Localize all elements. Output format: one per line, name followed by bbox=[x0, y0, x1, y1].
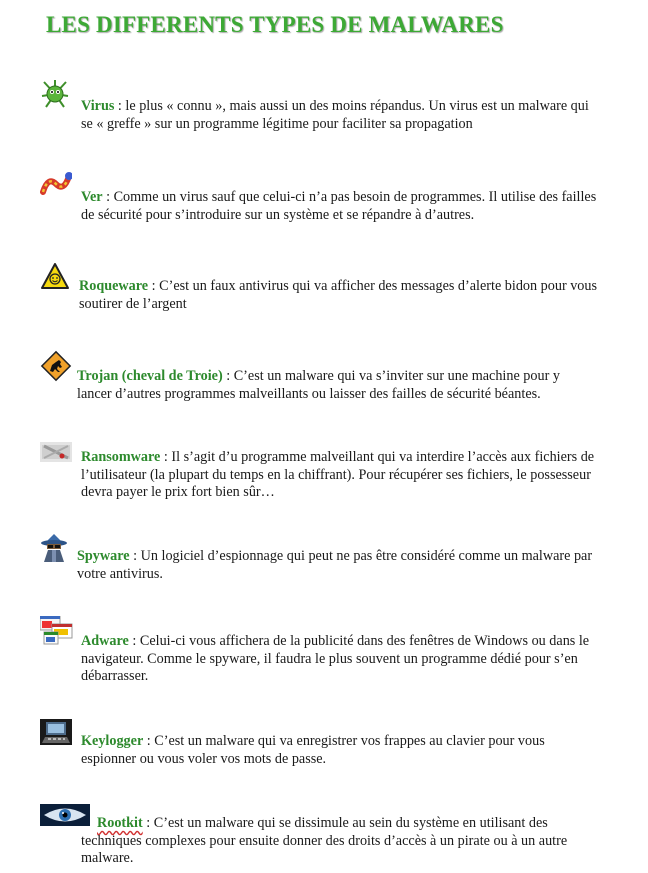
keyboard-icon bbox=[40, 719, 72, 750]
entry-spyware: Spyware : Un logiciel d’espionnage qui peut ne pas être considéré comme un malware par votre antivirus. bbox=[77, 548, 593, 582]
ad-windows-icon bbox=[40, 616, 74, 651]
entry-roqueware: Roqueware : C’est un faux antivirus qui va afficher des messages d’alerte bidon pour vous soutirer de l’argent bbox=[79, 278, 598, 312]
entry-virus: Virus : le plus « connu », mais aussi un des moins répandus. Un virus est un malware qui se « greffe » sur un programme légitime pour faciliter sa propagation bbox=[81, 98, 589, 132]
worm-icon bbox=[40, 170, 72, 205]
horse-sign-icon bbox=[40, 350, 72, 387]
warning-icon bbox=[40, 262, 70, 295]
entry-keylogger: Keylogger : C’est un malware qui va enregistrer vos frappes au clavier pour vous espionner ou vous voler vos mots de passe. bbox=[81, 733, 545, 767]
entry-trojan: Trojan (cheval de Troie) : C’est un malware qui va s’inviter sur une machine pour y lancer d’autres programmes malveillants ou laisser des failles de sécurité béantes. bbox=[77, 368, 560, 402]
page-title: LES DIFFERENTS TYPES DE MALWARES bbox=[46, 12, 504, 37]
entry-rootkit: Rootkit : C’est un malware qui se dissimule au sein du système en utilisant des techniques complexes pour ensuite donner des droits d’accès à un pirate ou à un autre malware. bbox=[81, 815, 568, 867]
spy-icon bbox=[38, 532, 70, 569]
ransom-icon bbox=[40, 442, 72, 467]
virus-icon bbox=[40, 78, 70, 115]
entry-adware: Adware : Celui-ci vous affichera de la publicité dans des fenêtres de Windows ou dans le navigateur. Comme le spyware, il faudra le plus souvent un programme dédié pour s’en débarrasser. bbox=[81, 633, 590, 685]
entry-ver: Ver : Comme un virus sauf que celui-ci n’a pas besoin de programmes. Il utilise des failles de sécurité pour s’introduire sur un système et se répandre à d’autres. bbox=[81, 189, 597, 223]
entry-ransomware: Ransomware : Il s’agit d’u programme malveillant qui va interdire l’accès aux fichiers de l’utilisateur (la plupart du temps en la chiffrant). Pour récupérer ses fichiers, le possesseur devra payer le prix fort bien sûr… bbox=[81, 449, 595, 501]
